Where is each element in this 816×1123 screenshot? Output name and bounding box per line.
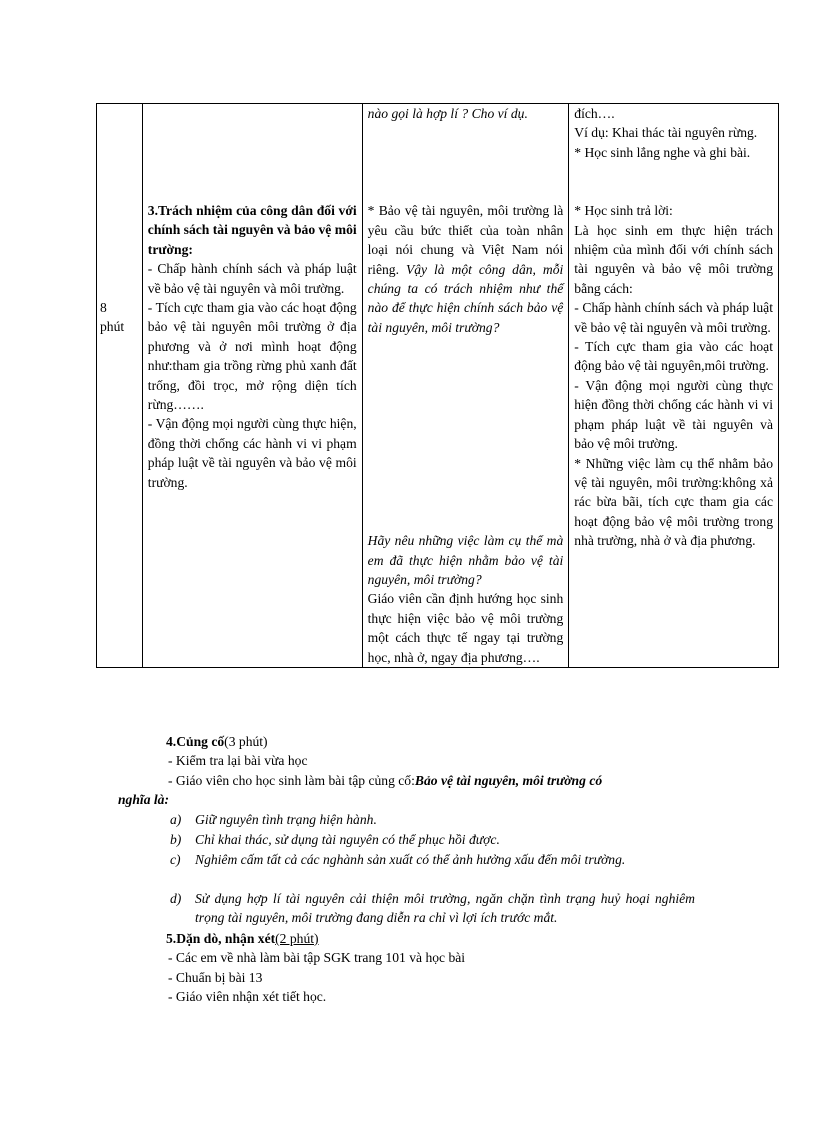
homework-line-2: - Chuẩn bị bài 13	[168, 970, 263, 985]
homework-time: (2 phút)	[275, 931, 319, 946]
time-unit: phút	[100, 319, 125, 335]
student-answer-intro: Là học sinh em thực hiện trách nhiệm của mình đối với chính sách tài nguyên và bảo vệ môi trường bằng cách:	[574, 222, 773, 296]
content-item-3: - Vận động mọi người cùng thực hiện, đồng thời chống các hành vi vi phạm pháp luật về tài nguyên và bảo vệ môi trường.	[147, 416, 357, 490]
option-text: Nghiêm cấm tất cả các nghành sản xuất có thể ảnh hưởng xấu đến môi trường.	[195, 852, 626, 867]
teacher-activity-cell	[362, 104, 569, 668]
consolidation-question: Bảo vệ tài nguyên, môi trường có	[414, 773, 603, 788]
content-item-2: - Tích cực tham gia vào các hoạt động bảo vệ tài nguyên môi trường ở địa phương và ở nơi mình hoạt động như:tham gia trồng rừng phủ xanh đất trống, đồi trọc, mở rộng diện tích rừng…….	[147, 300, 357, 413]
student-activity-cell	[569, 104, 779, 668]
consolidation-title: 4.Củng cố	[166, 734, 225, 749]
consolidation-prefix: - Giáo viên cho học sinh làm bài tập củng cố:	[168, 773, 415, 788]
consolidation-line-2	[168, 771, 602, 790]
option-text: Giữ nguyên tình trạng hiện hành.	[195, 812, 377, 827]
student-line-3: * Học sinh lắng nghe và ghi bài.	[574, 144, 751, 160]
consolidation-question-cont: nghĩa là:	[118, 792, 169, 807]
consolidation-heading	[166, 732, 268, 751]
student-answer-label: * Học sinh trả lời:	[574, 203, 673, 219]
teacher-guidance: Giáo viên cần định hướng học sinh thực hiện việc bảo vệ môi trường một cách thực tế ngay tại trường học, nhà ở, ngay địa phương….	[367, 591, 564, 665]
option-label: d)	[170, 891, 182, 906]
consolidation-line-1: - Kiểm tra lại bài vừa học	[168, 753, 308, 768]
consolidation-time: (3 phút)	[224, 734, 268, 749]
teacher-question-bottom: Hãy nêu những việc làm cụ thể mà em đã thực hiện nhằm bảo vệ tài nguyên, môi trường?	[367, 533, 564, 588]
time-value: 8	[100, 300, 107, 315]
homework-line-3: - Giáo viên nhận xét tiết học.	[168, 989, 327, 1004]
option-label: b)	[170, 832, 182, 847]
lesson-table	[96, 103, 779, 668]
student-answer-item-3: - Vận động mọi người cùng thực hiện đồng thời chống các hành vi vi phạm pháp luật về tài nguyên và bảo vệ môi trường.	[574, 377, 773, 452]
student-tasks: * Những việc làm cụ thể nhằm bảo vệ tài nguyên, môi trường:không xả rác bừa bãi, tích cực tham gia các hoạt động bảo vệ môi trường trong nhà trường, nhà ở và địa phương.	[574, 455, 773, 549]
student-answer-item-1: - Chấp hành chính sách và pháp luật về bảo vệ tài nguyên và môi trường.	[574, 300, 773, 335]
teacher-statement-text: * Bảo vệ tài nguyên, môi trường là yêu cầu bức thiết của toàn nhân loại nói chung và Việt Nam nói riêng.	[367, 203, 564, 277]
table-row	[97, 104, 779, 668]
option-text: Chỉ khai thác, sử dụng tài nguyên có thể phục hồi được.	[195, 832, 500, 847]
teacher-question-top: nào gọi là hợp lí ? Cho ví dụ.	[367, 106, 528, 121]
time-cell	[97, 104, 143, 668]
option-label: a)	[170, 812, 182, 827]
homework-line-1: - Các em về nhà làm bài tập SGK trang 101 và học bài	[168, 950, 466, 965]
student-answer-item-2: - Tích cực tham gia vào các hoạt động bảo vệ tài nguyên,môi trường.	[574, 339, 773, 374]
option-label: c)	[170, 852, 181, 867]
student-line-2: Ví dụ: Khai thác tài nguyên rừng.	[574, 125, 758, 141]
teacher-statement	[368, 201, 564, 337]
homework-heading	[166, 929, 319, 948]
content-cell	[142, 104, 362, 668]
section-heading: 3.Trách nhiệm của công dân đối với chính sách tài nguyên và bảo vệ môi trường:	[147, 203, 357, 257]
content-item-1: - Chấp hành chính sách và pháp luật về bảo vệ tài nguyên và môi trường.	[147, 261, 357, 296]
homework-title: 5.Dặn dò, nhận xét	[166, 931, 276, 946]
student-line-1: đích….	[574, 106, 615, 121]
teacher-question-mid: Vậy là một công dân, mỗi chúng ta có trách nhiệm như thế nào để thực hiện chính sách bảo vệ tài nguyên, môi trường?	[367, 261, 564, 335]
option-text: Sử dụng hợp lí tài nguyên cải thiện môi trường, ngăn chặn tình trạng huỷ hoại nghiêm trọng tài nguyên, môi trường đang diễn ra chỉ vì lợi ích trước mắt.	[195, 891, 695, 926]
